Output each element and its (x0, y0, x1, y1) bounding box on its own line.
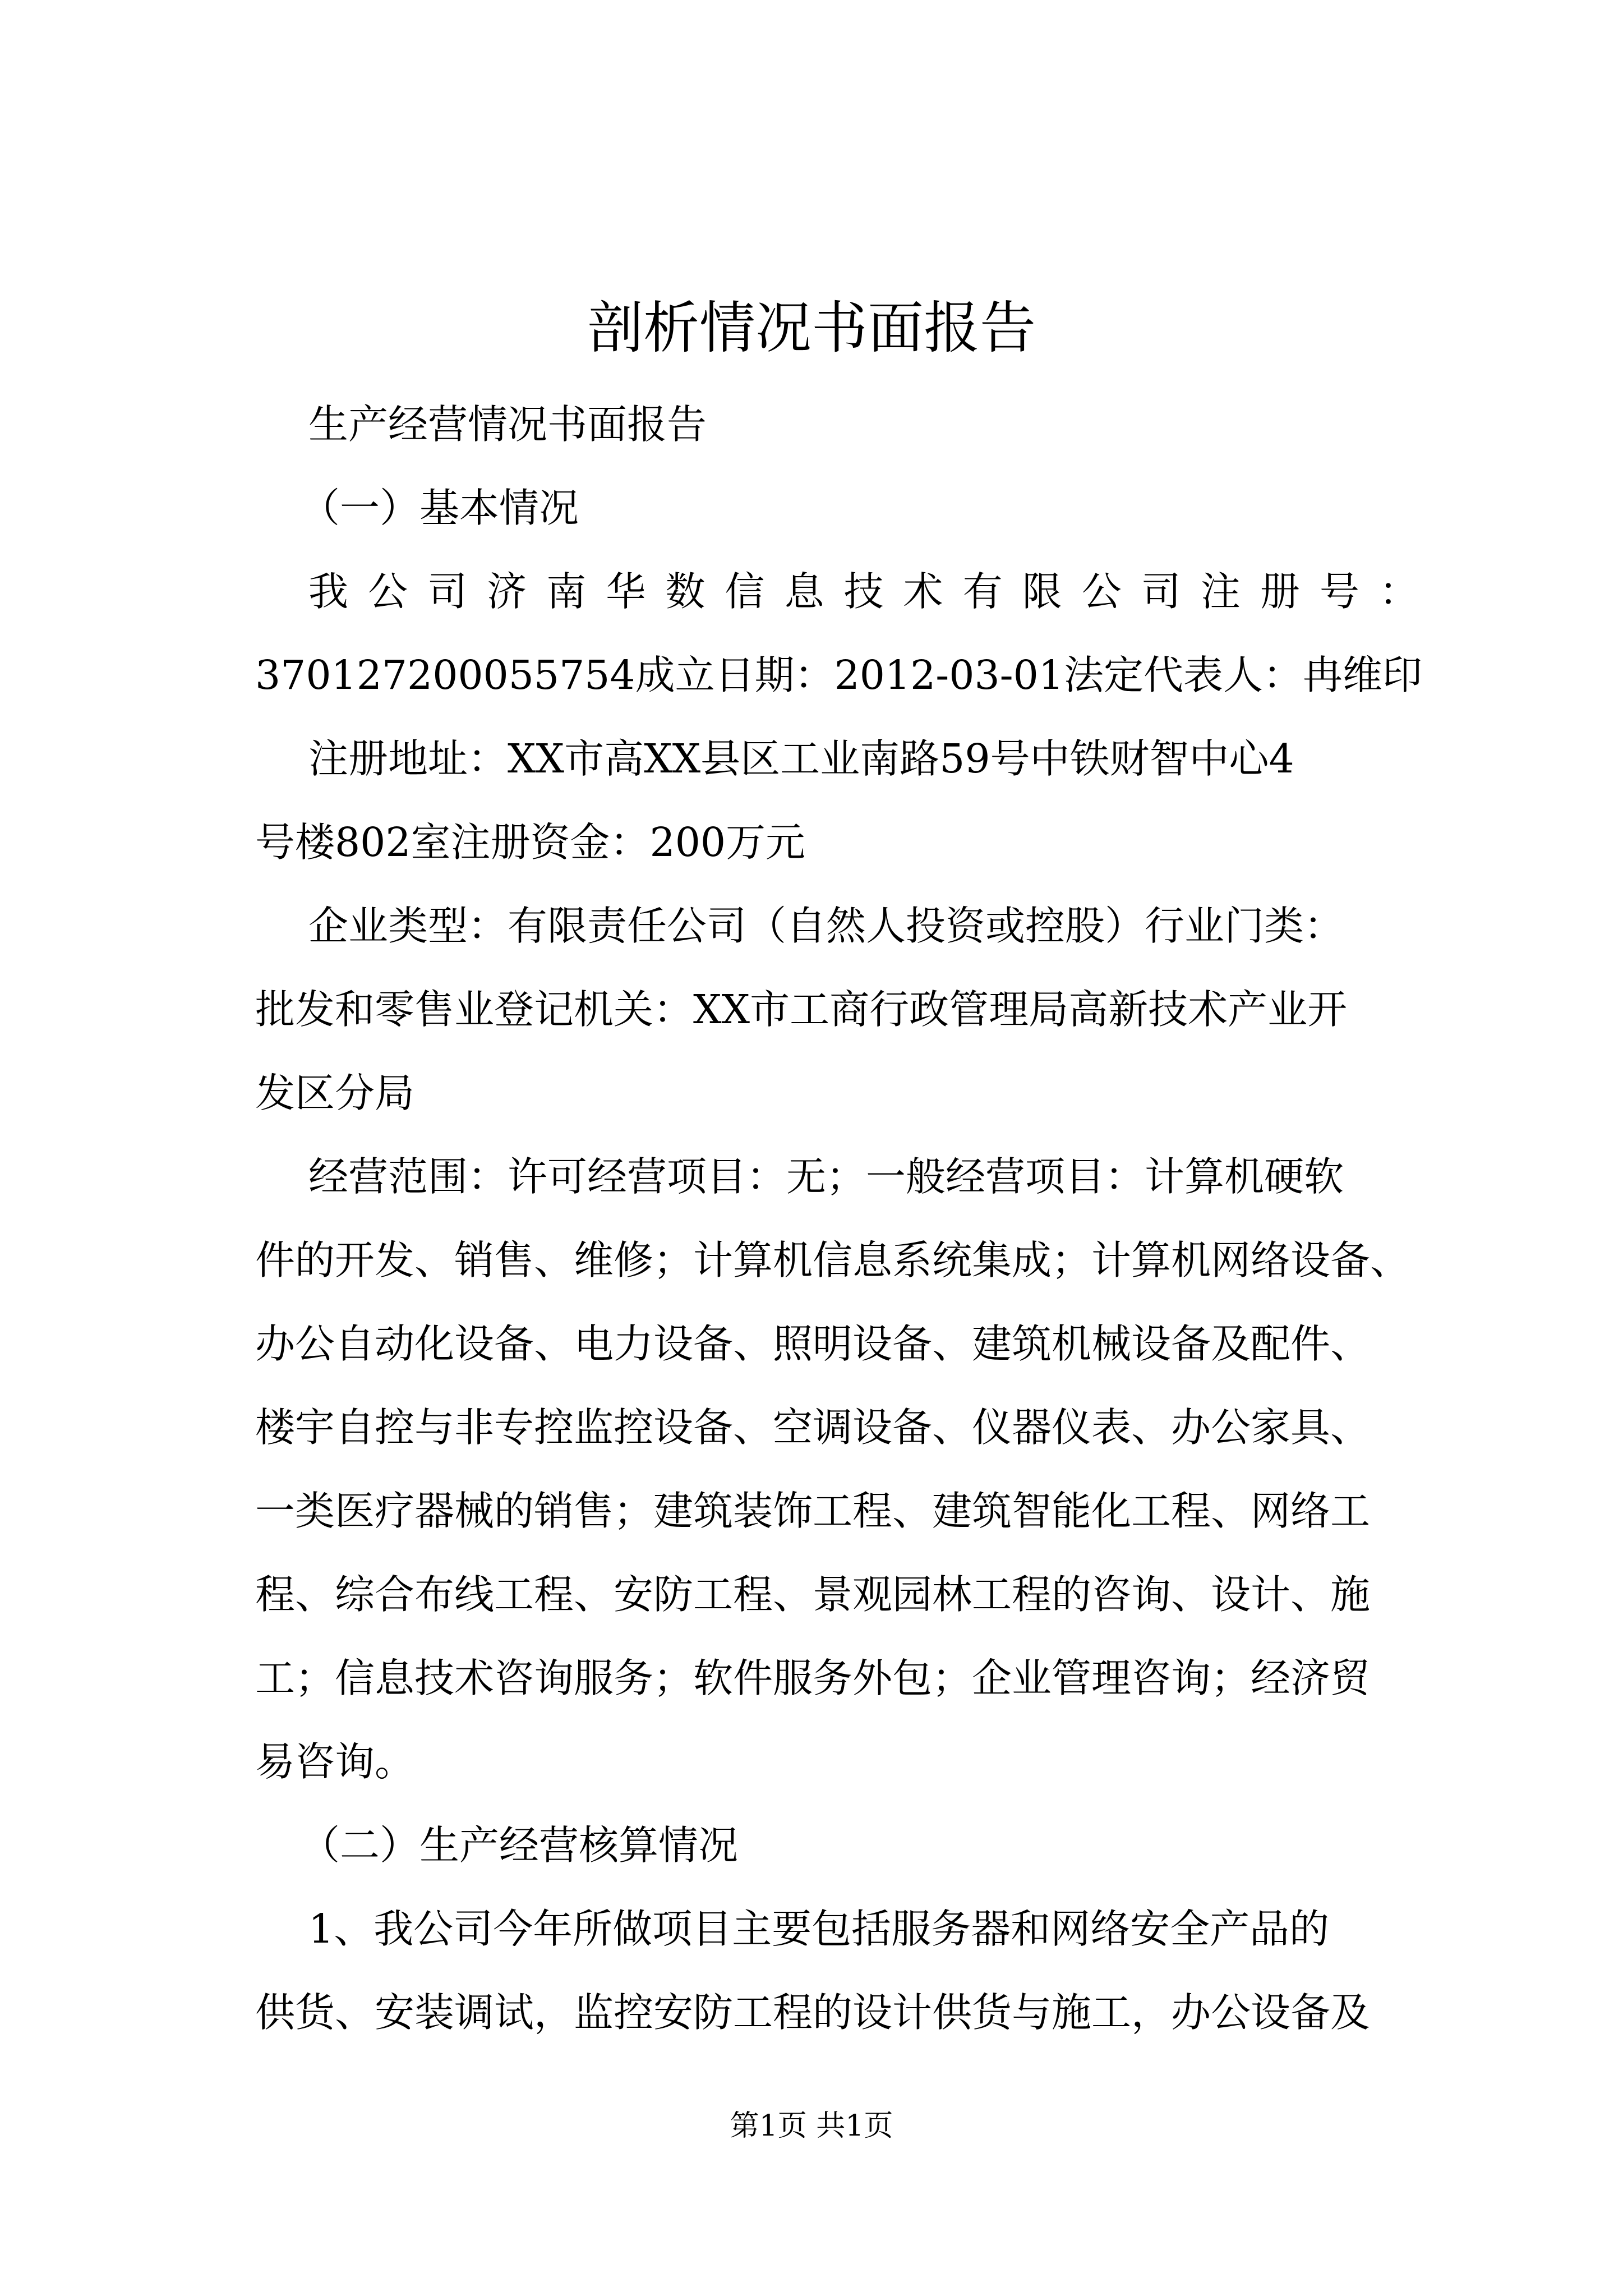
paragraph-line: 件的开发、销售、维修；计算机信息系统集成；计算机网络设备、 (255, 1237, 1410, 1283)
paragraph-line: 批发和零售业登记机关：XX市工商行政管理局高新技术产业开 (255, 986, 1348, 1033)
paragraph-line: 易咨询。 (255, 1738, 415, 1785)
paragraph-line: 1、我公司今年所做项目主要包括服务器和网络安全产品的 (308, 1906, 1330, 1952)
paragraph-line: 楼宇自控与非专控监控设备、空调设备、仪器仪表、办公家具、 (255, 1404, 1371, 1451)
section-heading-accounting: （二）生产经营核算情况 (300, 1822, 739, 1869)
paragraph-line: 注册地址：XX市高XX县区工业南路59号中铁财智中心4 (308, 735, 1294, 782)
paragraph-line: 企业类型：有限责任公司（自然人投资或控股）行业门类： (308, 903, 1344, 949)
paragraph-line: 发区分局 (255, 1070, 415, 1116)
page-title: 剖析情况书面报告 (587, 295, 1036, 361)
paragraph-line: 工；信息技术咨询服务；软件服务外包；企业管理咨询；经济贸 (255, 1655, 1371, 1701)
paragraph-line: 程、综合布线工程、安防工程、景观园林工程的咨询、设计、施 (255, 1571, 1371, 1618)
section-heading-basic: （一）基本情况 (300, 485, 579, 531)
paragraph-line: 一类医疗器械的销售；建筑装饰工程、建筑智能化工程、网络工 (255, 1488, 1371, 1534)
page-footer: 第1页 共1页 (730, 2109, 893, 2143)
subtitle: 生产经营情况书面报告 (308, 401, 707, 448)
paragraph-line: 供货、安装调试，监控安防工程的设计供货与施工，办公设备及 (255, 1989, 1371, 2036)
paragraph-line: 号楼802室注册资金：200万元 (255, 819, 806, 866)
paragraph-line: 我公司济南华数信息技术有限公司注册号： (308, 568, 1419, 615)
paragraph-line: 经营范围：许可经营项目：无；一般经营项目：计算机硬软 (308, 1153, 1344, 1200)
paragraph-line: 办公自动化设备、电力设备、照明设备、建筑机械设备及配件、 (255, 1320, 1371, 1367)
paragraph-line: 370127200055754成立日期：2012-03-01法定代表人：冉维印 (255, 652, 1422, 698)
